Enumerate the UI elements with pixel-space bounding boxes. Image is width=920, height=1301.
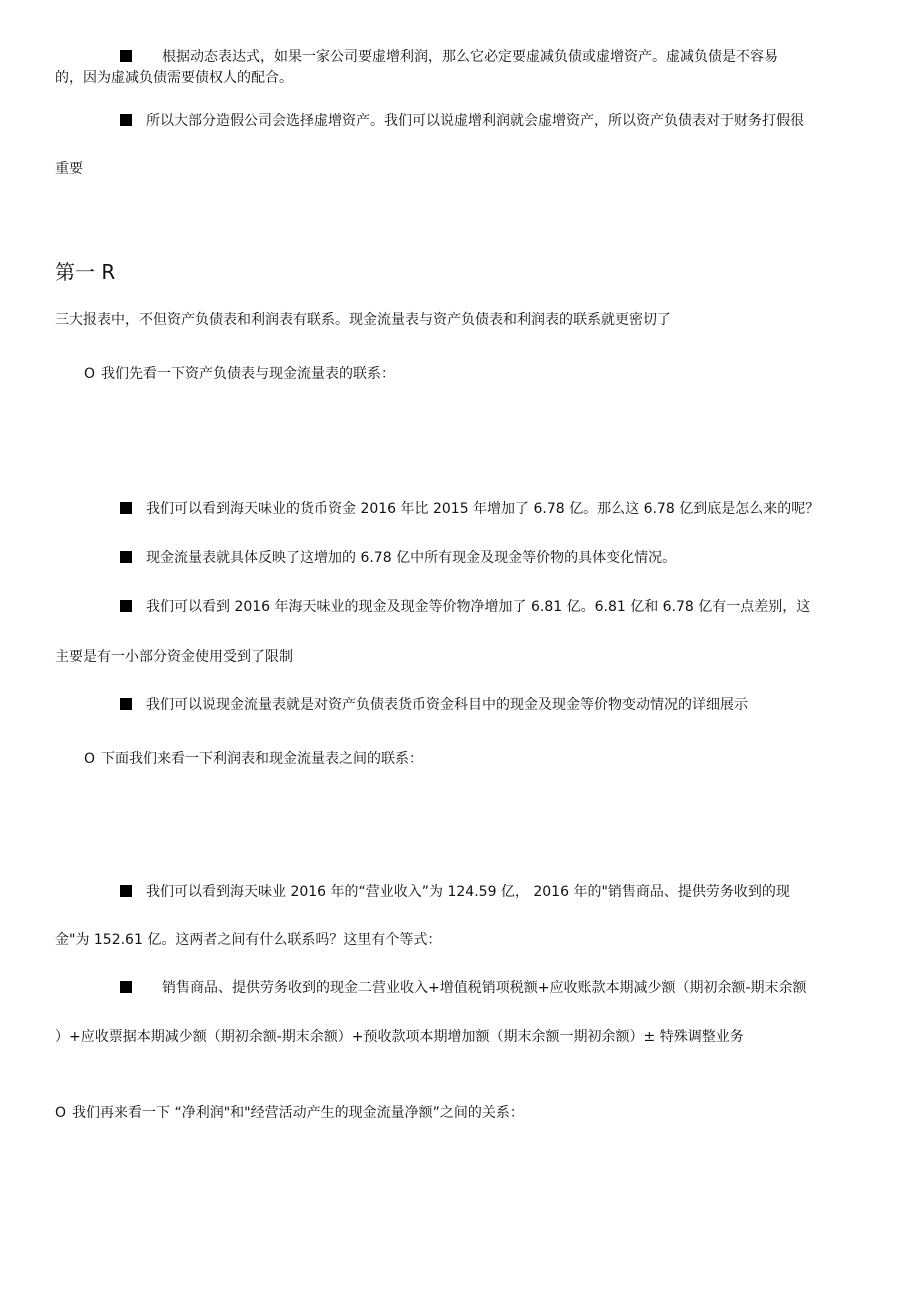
bullet-2-text: 现金流量表就具体反映了这增加的 6.78 亿中所有现金及现金等价物的具体变化情况。 xyxy=(146,550,677,566)
bullet-3-line-2: 主要是有一小部分资金使用受到了限制 xyxy=(55,649,293,665)
subheading-3-text: 我们再来看一下 “净利润"和"经营活动产生的现金流量净额”之间的关系： xyxy=(72,1105,524,1121)
bullet-5-line-1 xyxy=(120,882,790,902)
subheading-3 xyxy=(55,1103,524,1123)
square-bullet-icon xyxy=(120,698,132,710)
square-bullet-icon xyxy=(120,114,132,126)
subheading-1 xyxy=(84,364,395,384)
section-heading: 第一 R xyxy=(55,260,116,284)
bullet-3-line-1 xyxy=(120,597,810,617)
square-bullet-icon xyxy=(120,551,132,563)
bullet-2 xyxy=(120,548,676,568)
square-bullet-icon xyxy=(120,981,132,993)
bullet-1 xyxy=(120,499,819,519)
bullet-5-text: 我们可以看到海天味业 2016 年的“营业收入”为 124.59 亿， 2016 年的"销售商品、提供劳务收到的现 xyxy=(146,884,790,900)
subheading-2-text: 下面我们来看一下利润表和现金流量表之间的联系： xyxy=(101,751,424,767)
circle-marker: O xyxy=(84,366,96,382)
square-bullet-icon xyxy=(120,502,132,514)
bullet-1-text: 我们可以看到海天味业的货币资金 2016 年比 2015 年增加了 6.78 亿。那么这 6.78 亿到底是怎么来的呢？ xyxy=(146,501,820,517)
paragraph-1-line-1 xyxy=(120,47,778,67)
square-bullet-icon xyxy=(120,885,132,897)
subheading-1-text: 我们先看一下资产负债表与现金流量表的联系： xyxy=(101,366,396,382)
intro-paragraph: 三大报表中，不但资产负债表和利润表有联系。现金流量表与资产负债表和利润表的联系就更密切了 xyxy=(55,312,671,328)
circle-marker: O xyxy=(84,751,96,767)
bullet-6-text: 销售商品、提供劳务收到的现金二营业收入+增值税销项税额+应收账款本期减少额（期初余额-期末余额 xyxy=(162,980,807,996)
bullet-5-line-2: 金"为 152.61 亿。这两者之间有什么联系吗？这里有个等式： xyxy=(55,932,442,948)
square-bullet-icon xyxy=(120,50,132,62)
circle-marker: O xyxy=(55,1105,67,1121)
bullet-4 xyxy=(120,695,748,715)
paragraph-2-line-2: 重要 xyxy=(55,161,83,177)
subheading-2 xyxy=(84,749,423,769)
bullet-6-line-2: ）+应收票据本期减少额（期初余额-期末余额）+预收款项本期增加额（期末余额一期初余额）± 特殊调整业务 xyxy=(55,1029,744,1045)
square-bullet-icon xyxy=(120,600,132,612)
bullet-3-text: 我们可以看到 2016 年海天味业的现金及现金等价物净增加了 6.81 亿。6.81 亿和 6.78 亿有一点差别，这 xyxy=(146,599,811,615)
paragraph-1-line-2: 的，因为虚减负债需要债权人的配合。 xyxy=(55,70,293,86)
bullet-4-text: 我们可以说现金流量表就是对资产负债表货币资金科目中的现金及现金等价物变动情况的详细展示 xyxy=(146,697,748,713)
paragraph-1-text: 根据动态表达式，如果一家公司要虚增利润，那么它必定要虚减负债或虚增资产。虚减负债是不容易 xyxy=(162,49,778,65)
paragraph-2-line-1 xyxy=(120,111,804,131)
paragraph-2-text: 所以大部分造假公司会选择虚增资产。我们可以说虚增利润就会虚增资产，所以资产负债表对于财务打假很 xyxy=(146,113,804,129)
bullet-6-line-1 xyxy=(120,978,807,998)
